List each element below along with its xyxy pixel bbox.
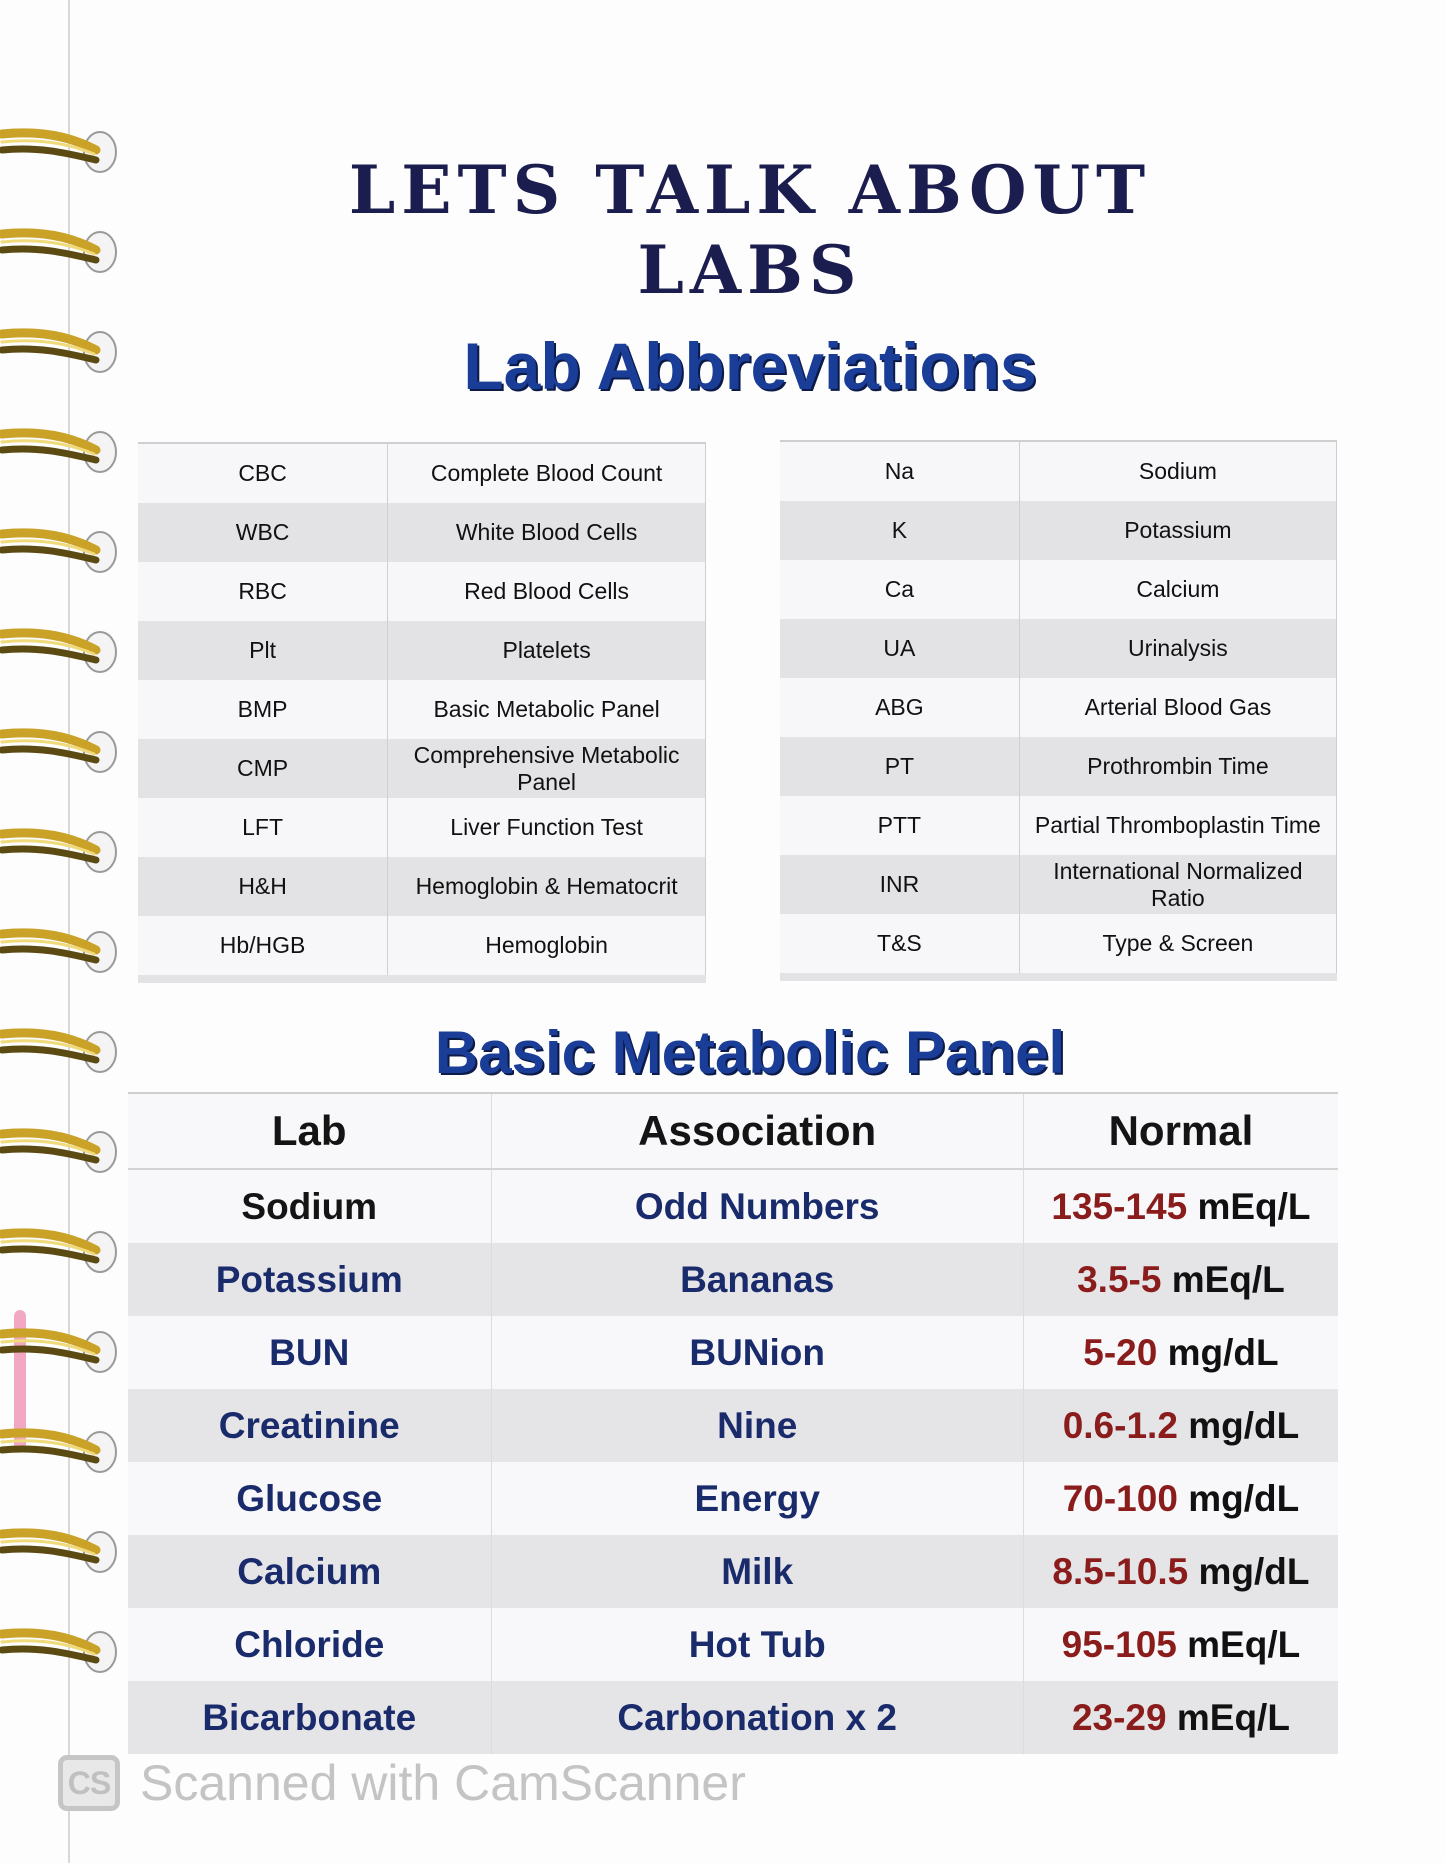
abbreviations-table-right: [780, 440, 1337, 981]
abbreviation-code: Ca: [780, 560, 1019, 619]
spiral-binding: [0, 0, 130, 1863]
bmp-association: Odd Numbers: [491, 1169, 1023, 1243]
bmp-association: Bananas: [491, 1243, 1023, 1316]
bmp-row: [128, 1535, 1338, 1608]
bmp-heading: Basic Metabolic Panel: [434, 1019, 1066, 1086]
abbreviation-row: [780, 501, 1337, 560]
bmp-lab-name: Calcium: [128, 1535, 491, 1608]
abbreviation-row: [138, 621, 706, 680]
spiral-coil-icon: [0, 420, 120, 480]
bmp-range-value: 23-29: [1071, 1696, 1167, 1738]
spiral-coil-icon: [0, 1220, 120, 1280]
abbreviation-code: K: [780, 501, 1019, 560]
spiral-coil-icon: [0, 820, 120, 880]
abbreviation-meaning: Prothrombin Time: [1019, 737, 1336, 796]
spiral-coil-icon: [0, 720, 120, 780]
abbreviation-meaning: Arterial Blood Gas: [1019, 678, 1336, 737]
spiral-coil-icon: [0, 1320, 120, 1380]
abbreviation-row: [138, 857, 706, 916]
bmp-row: [128, 1462, 1338, 1535]
abbreviation-meaning: Potassium: [1019, 501, 1336, 560]
abbreviation-meaning: Hemoglobin: [388, 916, 706, 979]
bmp-row: [128, 1243, 1338, 1316]
bmp-range-unit: mg/dL: [1167, 1331, 1279, 1373]
bmp-association: Carbonation x 2: [491, 1681, 1023, 1754]
bmp-header-row: [128, 1093, 1338, 1169]
bmp-range-value: 95-105: [1061, 1623, 1177, 1665]
abbreviation-code: RBC: [138, 562, 388, 621]
abbreviation-meaning: Sodium: [1019, 441, 1336, 501]
abbreviation-meaning: Basic Metabolic Panel: [388, 680, 706, 739]
bmp-association: BUNion: [491, 1316, 1023, 1389]
abbreviation-row: [138, 443, 706, 503]
bmp-range-value: 8.5-10.5: [1052, 1550, 1189, 1592]
abbreviation-code: LFT: [138, 798, 388, 857]
abbreviation-code: WBC: [138, 503, 388, 562]
abbreviations-table-left: [138, 442, 706, 983]
abbreviation-meaning: Calcium: [1019, 560, 1336, 619]
spiral-coil-icon: [0, 120, 120, 180]
bmp-range-unit: mg/dL: [1198, 1550, 1310, 1592]
bmp-lab-name: Chloride: [128, 1608, 491, 1681]
abbreviation-meaning: Comprehensive Metabolic Panel: [388, 739, 706, 798]
abbreviation-row: [780, 678, 1337, 737]
bmp-header-lab: Lab: [128, 1093, 491, 1169]
abbreviation-code: UA: [780, 619, 1019, 678]
watermark-text: Scanned with CamScanner: [140, 1755, 746, 1811]
bmp-range-unit: mg/dL: [1188, 1404, 1300, 1446]
camscanner-logo-icon: CS: [58, 1755, 120, 1811]
abbreviation-code: PT: [780, 737, 1019, 796]
abbreviation-meaning: Hemoglobin & Hematocrit: [388, 857, 706, 916]
abbreviation-row: [138, 680, 706, 739]
bmp-normal-range: [1023, 1316, 1338, 1389]
bmp-range-unit: mEq/L: [1176, 1696, 1290, 1738]
abbreviation-code: BMP: [138, 680, 388, 739]
spiral-coil-icon: [0, 1420, 120, 1480]
abbreviation-row: [138, 739, 706, 798]
spiral-coil-icon: [0, 1120, 120, 1180]
bmp-association: Milk: [491, 1535, 1023, 1608]
bmp-normal-range: [1023, 1243, 1338, 1316]
abbreviation-row: [780, 855, 1337, 914]
bmp-header-normal: Normal: [1023, 1093, 1338, 1169]
abbreviation-row: [780, 560, 1337, 619]
camscanner-watermark: [58, 1748, 746, 1818]
bmp-range-unit: mEq/L: [1187, 1623, 1301, 1665]
page-title-line-1: LETS TALK ABOUT: [348, 151, 1152, 229]
bmp-row: [128, 1389, 1338, 1462]
bmp-association: Nine: [491, 1389, 1023, 1462]
abbreviation-row: [138, 916, 706, 979]
bmp-normal-range: [1023, 1608, 1338, 1681]
abbreviation-row: [780, 796, 1337, 855]
bmp-range-value: 0.6-1.2: [1062, 1404, 1178, 1446]
bmp-range-value: 5-20: [1083, 1331, 1158, 1373]
abbreviation-row: [138, 798, 706, 857]
abbreviation-row: [138, 562, 706, 621]
abbreviation-code: Hb/HGB: [138, 916, 388, 979]
bmp-lab-name: Potassium: [128, 1243, 491, 1316]
bmp-normal-range: [1023, 1389, 1338, 1462]
bmp-range-value: 135-145: [1051, 1185, 1188, 1227]
bmp-row: [128, 1608, 1338, 1681]
abbreviation-code: T&S: [780, 914, 1019, 977]
bmp-association: Hot Tub: [491, 1608, 1023, 1681]
bmp-range-unit: mEq/L: [1197, 1185, 1311, 1227]
bmp-lab-name: Bicarbonate: [128, 1681, 491, 1754]
bmp-table: [128, 1092, 1338, 1754]
spiral-coil-icon: [0, 220, 120, 280]
spiral-coil-icon: [0, 920, 120, 980]
spiral-coil-icon: [0, 1020, 120, 1080]
bmp-normal-range: [1023, 1681, 1338, 1754]
bmp-range-unit: mEq/L: [1171, 1258, 1285, 1300]
spiral-coil-icon: [0, 520, 120, 580]
abbreviation-code: ABG: [780, 678, 1019, 737]
abbreviation-row: [780, 737, 1337, 796]
abbreviation-meaning: International Normalized Ratio: [1019, 855, 1336, 914]
abbreviation-meaning: Complete Blood Count: [388, 443, 706, 503]
abbreviation-meaning: White Blood Cells: [388, 503, 706, 562]
abbreviation-meaning: Type & Screen: [1019, 914, 1336, 977]
abbreviation-meaning: Partial Thromboplastin Time: [1019, 796, 1336, 855]
page-title: [300, 150, 1200, 310]
bmp-row: [128, 1681, 1338, 1754]
abbreviation-meaning: Liver Function Test: [388, 798, 706, 857]
bmp-normal-range: [1023, 1169, 1338, 1243]
abbreviation-meaning: Red Blood Cells: [388, 562, 706, 621]
bmp-range-value: 3.5-5: [1077, 1258, 1162, 1300]
abbreviation-meaning: Urinalysis: [1019, 619, 1336, 678]
bmp-normal-range: [1023, 1535, 1338, 1608]
bmp-association: Energy: [491, 1462, 1023, 1535]
abbreviation-row: [780, 619, 1337, 678]
bmp-lab-name: Glucose: [128, 1462, 491, 1535]
abbreviation-code: Na: [780, 441, 1019, 501]
spiral-coil-icon: [0, 1520, 120, 1580]
abbreviation-row: [138, 503, 706, 562]
bmp-lab-name: BUN: [128, 1316, 491, 1389]
bmp-row: [128, 1169, 1338, 1243]
bmp-range-unit: mg/dL: [1188, 1477, 1300, 1519]
abbreviation-code: PTT: [780, 796, 1019, 855]
abbreviation-code: INR: [780, 855, 1019, 914]
page-title-line-2: LABS: [637, 231, 863, 309]
abbreviation-code: H&H: [138, 857, 388, 916]
spiral-coil-icon: [0, 1620, 120, 1680]
bmp-row: [128, 1316, 1338, 1389]
spiral-coil-icon: [0, 320, 120, 380]
bmp-normal-range: [1023, 1462, 1338, 1535]
spiral-coil-icon: [0, 620, 120, 680]
abbreviation-row: [780, 914, 1337, 977]
abbreviations-heading: Lab Abbreviations: [463, 329, 1037, 403]
abbreviation-code: CBC: [138, 443, 388, 503]
abbreviation-code: CMP: [138, 739, 388, 798]
abbreviation-meaning: Platelets: [388, 621, 706, 680]
bmp-header-association: Association: [491, 1093, 1023, 1169]
abbreviation-code: Plt: [138, 621, 388, 680]
abbreviation-row: [780, 441, 1337, 501]
bmp-range-value: 70-100: [1062, 1477, 1178, 1519]
bmp-lab-name: Creatinine: [128, 1389, 491, 1462]
bmp-lab-name: Sodium: [128, 1169, 491, 1243]
